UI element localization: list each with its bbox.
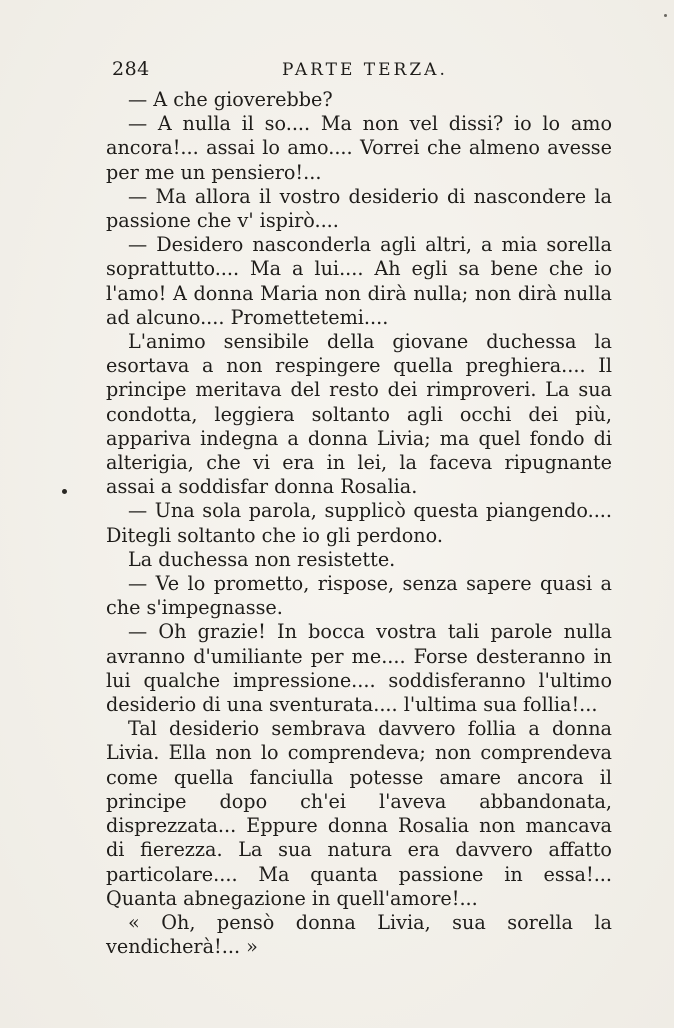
paragraph: Tal desiderio sembrava davvero follia a donna Livia. Ella non lo comprendeva; non comprendeva come quella fanciulla potesse amare ancora il principe dopo ch'ei l'aveva abbandonata, disprezzata... Eppure donna Rosalia non mancava di fierezza. La sua natura era davvero affatto particolare.... Ma quanta passione in essa!... Quanta abnegazione in quell'amore!... <box>106 717 612 910</box>
paragraph: — Una sola parola, supplicò questa piangendo.... Ditegli soltanto che io gli perdono. <box>106 499 612 547</box>
paragraph: — Ve lo prometto, rispose, senza sapere quasi a che s'impegnasse. <box>106 572 612 620</box>
paper-speck <box>664 14 667 17</box>
paragraph: « Oh, pensò donna Livia, sua sorella la vendicherà!... » <box>106 910 612 959</box>
paragraph: — Ma allora il vostro desiderio di nascondere la passione che v' ispirò.... <box>106 184 612 233</box>
body-text <box>106 88 612 959</box>
paragraph: — A che gioverebbe? <box>128 88 333 111</box>
running-title: PARTE TERZA. <box>282 60 448 80</box>
paragraph: — A nulla il so.... Ma non vel dissi? io lo amo ancora!... assai lo amo.... Vorrei che almeno avesse per me un pensiero!... <box>106 112 612 184</box>
paragraph: L'animo sensibile della giovane duchessa la esortava a non respingere quella preghiera.... Il principe meritava del resto dei rimproveri. La sua condotta, leggiera soltanto agli occhi dei più, appariva indegna a donna Livia; ma quel fondo di alterigia, che vi era in lei, la faceva ripugnante assai a soddisfar donna Rosalia. <box>106 330 612 499</box>
paragraph: — Oh grazie! In bocca vostra tali parole nulla avranno d'umiliante per me.... Forse desteranno in lui qualche impressione.... soddisferanno l'ultimo desiderio di una sventurata.... l'ultima sua follia!... <box>106 620 612 717</box>
margin-ink-dot <box>62 489 67 494</box>
paragraph: La duchessa non resistette. <box>128 547 396 571</box>
page-header <box>112 58 612 88</box>
paragraph: — Desidero nasconderla agli altri, a mia sorella soprattutto.... Ma a lui.... Ah egli sa bene che io l'amo! A donna Maria non dirà nulla; non dirà nulla ad alcuno.... Promettetemi.... <box>106 233 612 329</box>
page-number: 284 <box>112 58 150 80</box>
